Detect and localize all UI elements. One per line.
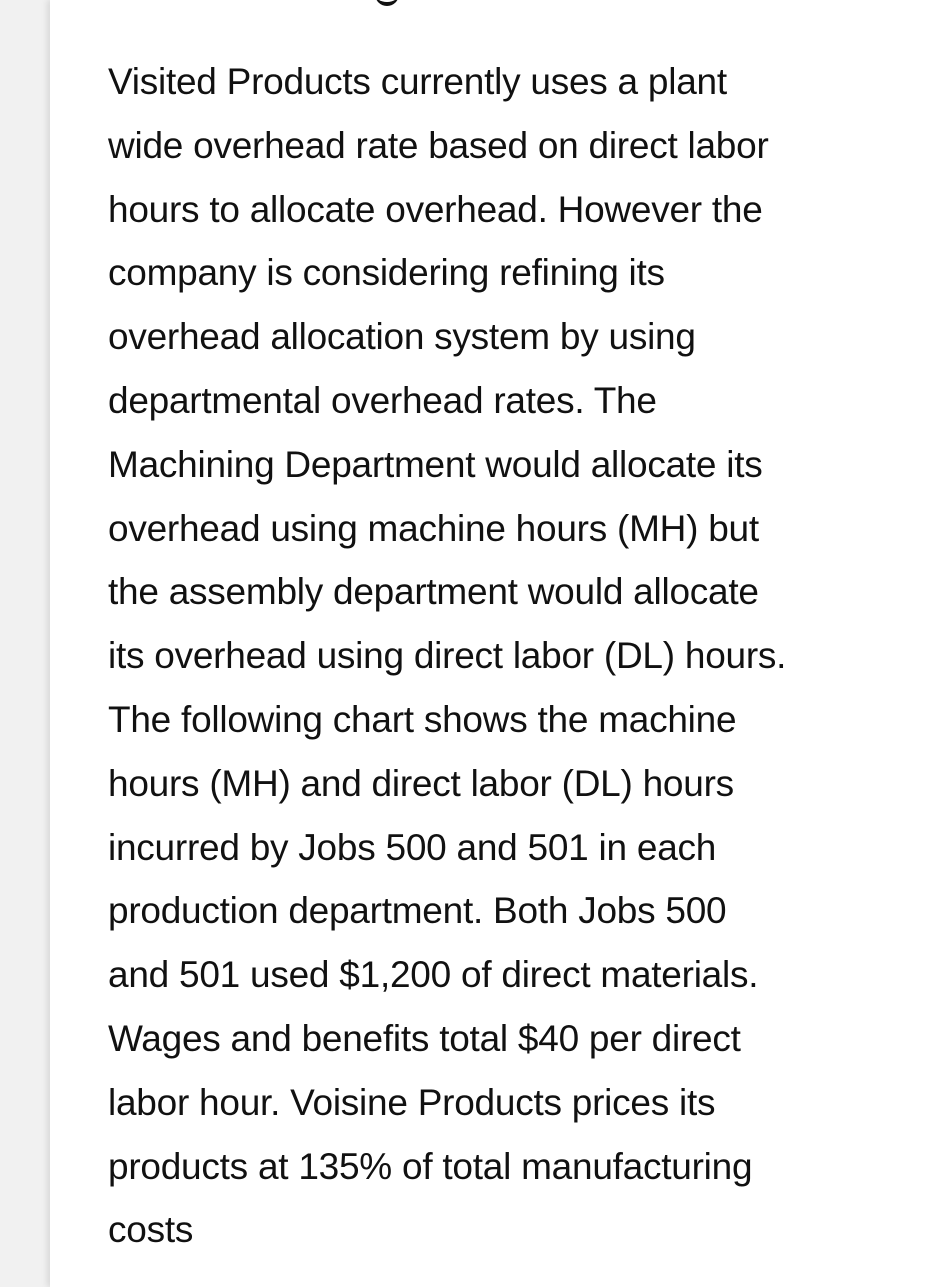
text-line: its overhead using direct labor (DL) hours. xyxy=(108,635,787,677)
text-line: hours to allocate overhead. However the xyxy=(108,188,763,230)
text-line: Visited Products currently uses a plant xyxy=(108,61,727,102)
text-line: and 501 used $1,200 of direct materials. xyxy=(108,954,759,996)
text-line: production department. Both Jobs 500 xyxy=(108,890,727,932)
text-line: overhead allocation system by using xyxy=(108,316,696,358)
text-line: incurred by Jobs 500 and 501 in each xyxy=(108,826,717,868)
clipped-heading-fragment xyxy=(375,0,399,6)
text-line: costs xyxy=(108,1209,194,1251)
text-line: products at 135% of total manufacturing xyxy=(108,1145,753,1187)
text-line: Machining Department would allocate its xyxy=(108,443,763,485)
text-line: the assembly department would allocate xyxy=(108,571,759,613)
document-card xyxy=(50,0,950,1287)
text-line: hours (MH) and direct labor (DL) hours xyxy=(108,762,734,804)
text-line: labor hour. Voisine Products prices its xyxy=(108,1081,716,1123)
text-line: wide overhead rate based on direct labor xyxy=(108,124,769,166)
text-line: overhead using machine hours (MH) but xyxy=(108,507,759,549)
text-line: The following chart shows the machine xyxy=(108,698,737,740)
left-page-edge xyxy=(0,0,50,1287)
text-line: departmental overhead rates. The xyxy=(108,379,657,421)
problem-statement xyxy=(108,50,898,1262)
text-line: Wages and benefits total $40 per direct xyxy=(108,1017,741,1059)
text-line: company is considering refining its xyxy=(108,252,665,294)
